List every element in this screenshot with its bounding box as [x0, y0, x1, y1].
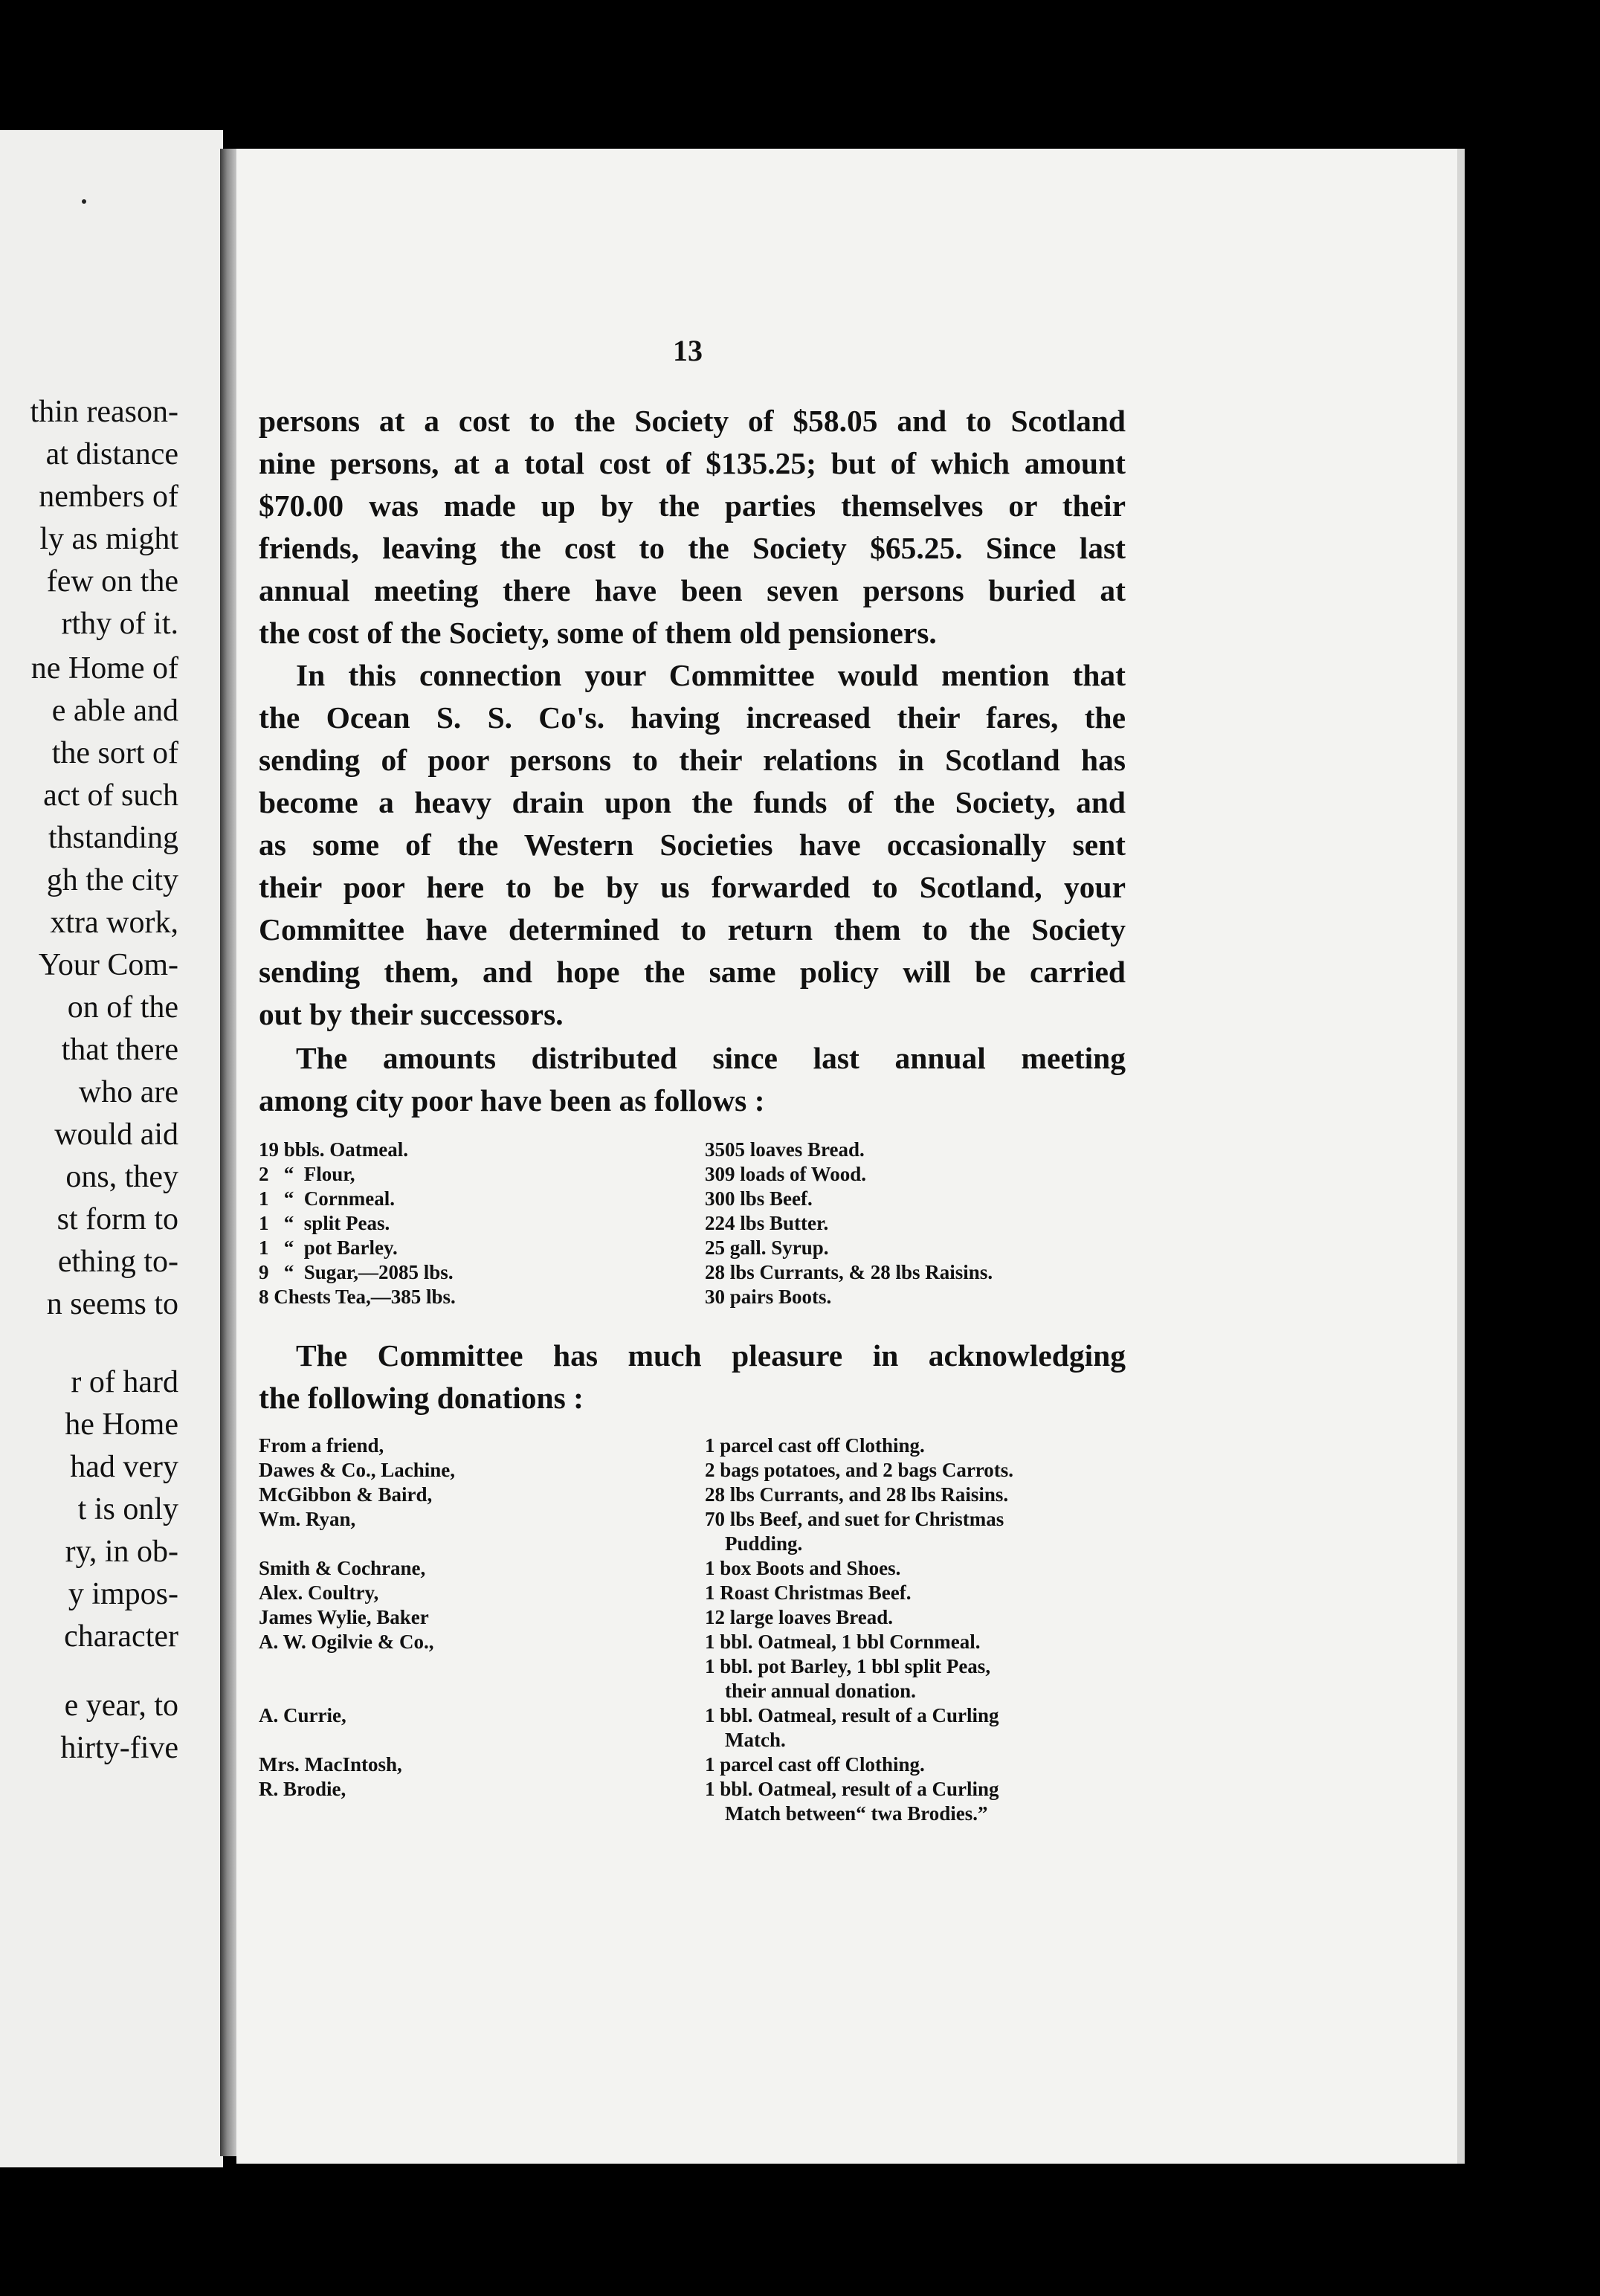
donation-row-left: Mrs. MacIntosh, [259, 1753, 402, 1776]
paragraph2-line: the Ocean S. S. Co's. having increased their fares, the [259, 700, 1126, 735]
donation-row-left: Alex. Coultry, [259, 1581, 379, 1604]
left-page-line: thin reason- [30, 395, 178, 429]
left-page-line: that there [61, 1033, 178, 1067]
left-page-line: thstanding [48, 821, 178, 855]
donation-row-left: R. Brodie, [259, 1778, 346, 1800]
left-page-line: character [64, 1619, 178, 1654]
left-page-line: e able and [51, 694, 178, 728]
distribution-row [259, 1236, 1129, 1260]
paragraph2-line: sending them, and hope the same policy will be carried [259, 955, 1126, 989]
left-page-line: ne Home of [30, 651, 178, 686]
donation-row-left: A. W. Ogilvie & Co., [259, 1631, 434, 1653]
donation-row-right: Pudding. [705, 1532, 803, 1555]
donation-row [259, 1507, 1129, 1532]
paragraph4-line: The Committee has much pleasure in acknowledging [296, 1338, 1126, 1373]
paragraph-donations-intro [259, 1335, 1126, 1419]
left-page-line: Your Com- [38, 948, 178, 982]
distribution-row-left: 9 “ Sugar,—2085 lbs. [259, 1261, 454, 1283]
donation-row [259, 1605, 1129, 1630]
paragraph-committee-fares [259, 654, 1126, 1036]
donation-row [259, 1703, 1129, 1728]
distribution-row-right: 224 lbs Butter. [705, 1212, 829, 1234]
distribution-row [259, 1138, 1129, 1162]
paragraph2-line: their poor here to be by us forwarded to Scotland, your [259, 870, 1126, 904]
left-page-line: at distance [45, 437, 178, 471]
donation-row [259, 1777, 1129, 1802]
paragraph1-line: $70.00 was made up by the parties themselves or their [259, 488, 1126, 523]
paragraph-distribution-intro [259, 1037, 1126, 1122]
donation-row-right: 1 box Boots and Shoes. [705, 1557, 901, 1579]
left-page-line: ons, they [65, 1160, 178, 1194]
left-page-line: the sort of [51, 736, 178, 770]
donation-row-right: 70 lbs Beef, and suet for Christmas [705, 1508, 1004, 1530]
page-number: 13 [673, 334, 703, 367]
left-page-line: hirty-five [60, 1731, 178, 1765]
distribution-row [259, 1162, 1129, 1187]
distribution-row [259, 1260, 1129, 1285]
distribution-row [259, 1211, 1129, 1236]
paragraph2-line: become a heavy drain upon the funds of the Society, and [259, 785, 1126, 819]
distribution-row [259, 1187, 1129, 1211]
left-page-line: st form to [57, 1202, 178, 1236]
page-edge [1457, 149, 1465, 2164]
donation-row-right: 2 bags potatoes, and 2 bags Carrots. [705, 1459, 1014, 1481]
donation-row-right: 28 lbs Currants, and 28 lbs Raisins. [705, 1483, 1009, 1506]
left-page-line: xtra work, [50, 906, 178, 940]
donation-row [259, 1532, 1129, 1556]
left-page-line: ly as might [39, 522, 178, 556]
distribution-row-left: 19 bbls. Oatmeal. [259, 1138, 409, 1161]
donation-row-left: James Wylie, Baker [259, 1606, 429, 1628]
donation-row [259, 1458, 1129, 1483]
distribution-row-left: 1 “ split Peas. [259, 1212, 390, 1234]
donation-row-left: Dawes & Co., Lachine, [259, 1459, 455, 1481]
paragraph1-line: nine persons, at a total cost of $135.25; but of which amount [259, 446, 1126, 480]
distribution-row-left: 8 Chests Tea,—385 lbs. [259, 1286, 456, 1308]
left-page-line: nembers of [39, 480, 178, 514]
distribution-table [259, 1138, 1129, 1309]
left-page [0, 130, 223, 2167]
donation-row-right: 1 parcel cast off Clothing. [705, 1434, 925, 1457]
donation-row [259, 1483, 1129, 1507]
left-page-line: rthy of it. [61, 607, 178, 641]
paragraph2-line: Committee have determined to return them to the Society [259, 912, 1126, 947]
paragraph1-line: annual meeting there have been seven persons buried at [259, 573, 1126, 607]
distribution-row-right: 28 lbs Currants, & 28 lbs Raisins. [705, 1261, 993, 1283]
paragraph1-line: the cost of the Society, some of them old pensioners. [259, 616, 937, 650]
distribution-row-right: 25 gall. Syrup. [705, 1236, 829, 1259]
donation-row-right: 1 bbl. Oatmeal, result of a Curling [705, 1704, 999, 1726]
paragraph2-line: out by their successors. [259, 997, 564, 1031]
donation-row-left: From a friend, [259, 1434, 384, 1457]
donation-row [259, 1556, 1129, 1581]
distribution-row [259, 1285, 1129, 1309]
donation-row [259, 1752, 1129, 1777]
left-page-line: would aid [54, 1118, 178, 1152]
left-page-line: n seems to [46, 1287, 178, 1321]
donation-row-right: 1 Roast Christmas Beef. [705, 1581, 912, 1604]
donation-row [259, 1679, 1129, 1703]
paragraph1-line: friends, leaving the cost to the Society $65.25. Since last [259, 531, 1126, 565]
donation-row-right: 1 bbl. Oatmeal, result of a Curling [705, 1778, 999, 1800]
donation-row [259, 1802, 1129, 1826]
donation-row [259, 1434, 1129, 1458]
donation-row-right: Match between“ twa Brodies.” [705, 1802, 988, 1825]
donation-row-right: 1 parcel cast off Clothing. [705, 1753, 925, 1776]
donation-row-left: McGibbon & Baird, [259, 1483, 433, 1506]
paragraph1-line: persons at a cost to the Society of $58.05 and to Scotland [259, 404, 1126, 438]
distribution-row-right: 3505 loaves Bread. [705, 1138, 865, 1161]
donation-row-right: Match. [705, 1729, 786, 1751]
donation-row-right: 1 bbl. Oatmeal, 1 bbl Cornmeal. [705, 1631, 981, 1653]
left-page-line: he Home [65, 1407, 178, 1442]
left-page-line: y impos- [68, 1577, 178, 1611]
donation-row-right: 12 large loaves Bread. [705, 1606, 893, 1628]
distribution-row-left: 1 “ Cornmeal. [259, 1187, 395, 1210]
speck [82, 199, 86, 204]
paragraph3-line: The amounts distributed since last annual meeting [296, 1041, 1126, 1075]
paragraph2-line: sending of poor persons to their relations in Scotland has [259, 743, 1126, 777]
donation-row-right: their annual donation. [705, 1680, 916, 1702]
left-page-line: t is only [77, 1492, 178, 1526]
donations-table [259, 1434, 1129, 1826]
paragraph-costs [259, 400, 1126, 654]
distribution-row-left: 1 “ pot Barley. [259, 1236, 398, 1259]
paragraph2-line: as some of the Western Societies have occasionally sent [259, 828, 1126, 862]
left-page-line: had very [70, 1450, 178, 1484]
left-page-line: who are [78, 1075, 178, 1109]
left-page-line: few on the [46, 564, 178, 599]
paragraph4-line: the following donations : [259, 1381, 584, 1415]
left-page-line: r of hard [71, 1365, 178, 1399]
left-page-line: act of such [43, 778, 178, 813]
distribution-row-right: 30 pairs Boots. [705, 1286, 832, 1308]
donation-row-left: Smith & Cochrane, [259, 1557, 426, 1579]
distribution-row-left: 2 “ Flour, [259, 1163, 355, 1185]
paragraph2-line: In this connection your Committee would mention that [296, 658, 1126, 692]
donation-row-left: A. Currie, [259, 1704, 346, 1726]
left-page-line: ething to- [57, 1245, 178, 1279]
donation-row-left: Wm. Ryan, [259, 1508, 356, 1530]
distribution-row-right: 300 lbs Beef. [705, 1187, 813, 1210]
left-page-line: ry, in ob- [65, 1535, 178, 1569]
distribution-row-right: 309 loads of Wood. [705, 1163, 867, 1185]
left-page-line: gh the city [46, 863, 178, 897]
donation-row-right: 1 bbl. pot Barley, 1 bbl split Peas, [705, 1655, 991, 1677]
paragraph3-line: among city poor have been as follows : [259, 1083, 765, 1118]
donation-row [259, 1630, 1129, 1654]
left-page-line: on of the [67, 990, 178, 1025]
donation-row [259, 1581, 1129, 1605]
donation-row [259, 1728, 1129, 1752]
left-page-line: e year, to [64, 1689, 178, 1723]
book-spine [220, 149, 238, 2156]
donation-row [259, 1654, 1129, 1679]
